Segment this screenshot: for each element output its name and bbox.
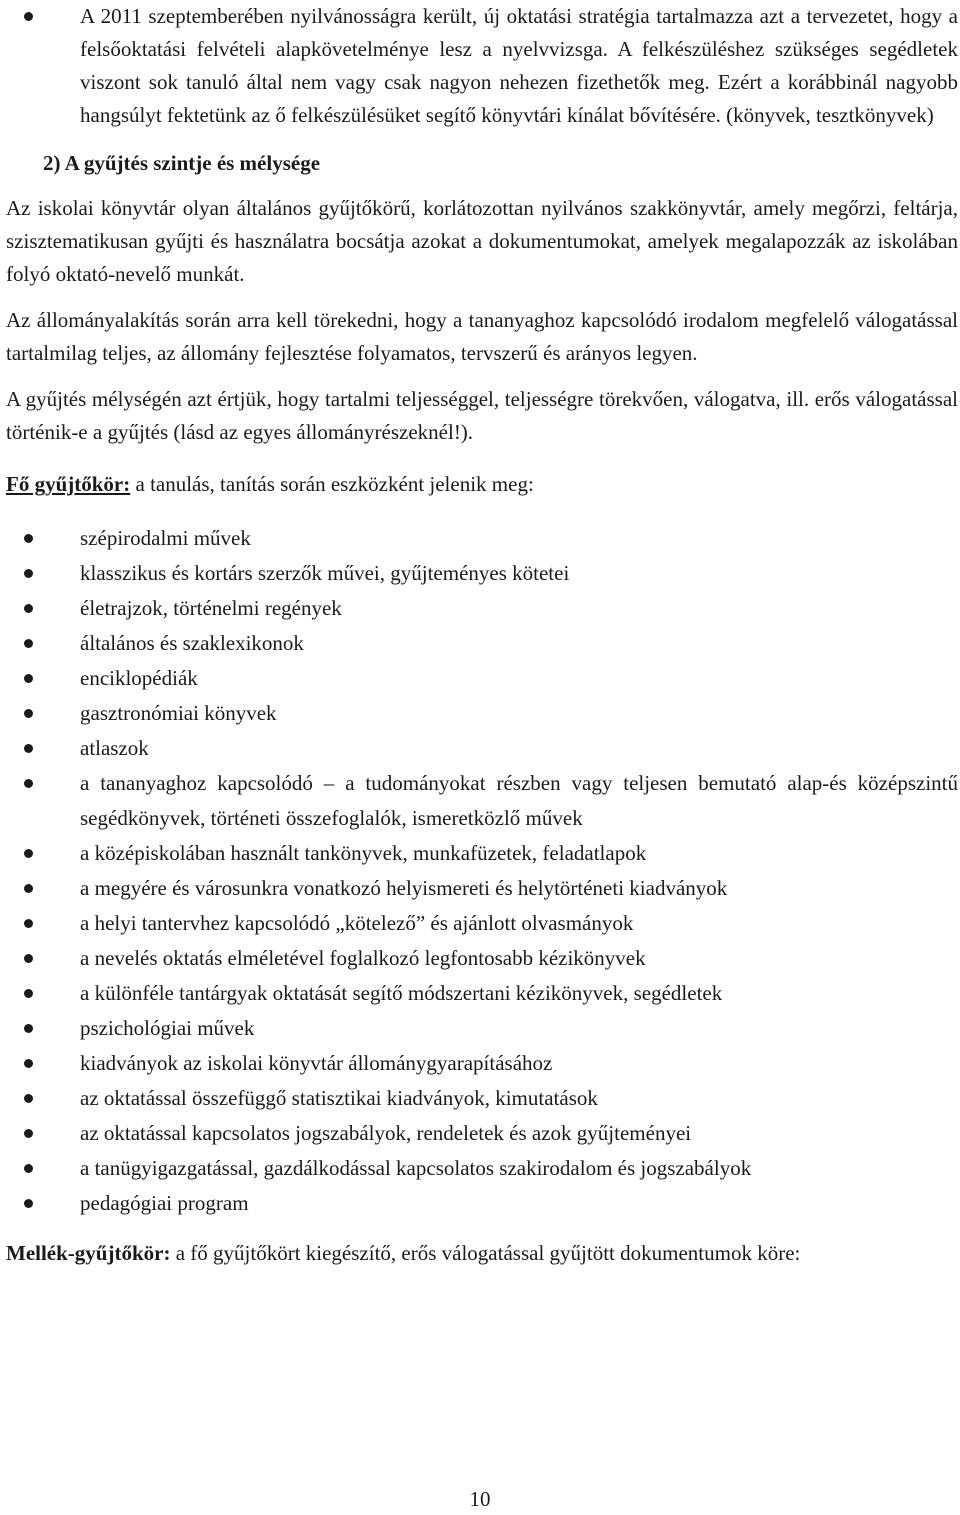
bullet-icon [24,12,33,21]
secondary-collection-text: a fő gyűjtőkört kiegészítő, erős válogatással gyűjtött dokumentumok köre: [170,1241,801,1265]
list-item [6,1116,958,1151]
paragraph-collection-building: Az állományalakítás során arra kell törekedni, hogy a tananyaghoz kapcsolódó irodalom megfelelő válogatással tartalmilag teljes, az állomány fejlesztése folyamatos, tervszerű és arányos legyen. [6,308,958,365]
list-item [6,661,958,696]
bullet-icon [24,1094,33,1103]
bullet-icon [24,639,33,648]
list-item-text: pedagógiai program [80,1191,249,1215]
section-heading: 2) A gyűjtés szintje és mélysége [43,151,321,175]
list-item-text: atlaszok [80,736,149,760]
list-item-text: a különféle tantárgyak oktatását segítő módszertani kézikönyvek, segédletek [80,981,723,1005]
bullet-icon [24,919,33,928]
main-collection-label: Fő gyűjtőkör: [6,472,131,496]
list-item [6,696,958,731]
list-item [6,731,958,766]
bullet-icon [24,1164,33,1173]
main-collection-intro [6,468,958,501]
page-number: 10 [469,1487,491,1511]
list-item [6,766,958,836]
list-item [6,1081,958,1116]
list-item [6,976,958,1011]
list-item-text: a tanügyigazgatással, gazdálkodással kapcsolatos szakirodalom és jogszabályok [80,1156,752,1180]
bullet-icon [24,709,33,718]
list-item-text: a tananyaghoz kapcsolódó – a tudományokat részben vagy teljesen bemutató alap-és középszintű segédkönyvek, történeti összefoglalók, ismeretközlő művek [80,771,958,830]
list-item [6,1046,958,1081]
intro-bullet-text: A 2011 szeptemberében nyilvánosságra került, új oktatási stratégia tartalmazza azt a tervezetet, hogy a felsőoktatási felvételi alapkövetelménye lesz a nyelvvizsga. A felkészüléshez szükséges segédletek viszont sok tanuló által nem vagy csak nagyon nehezen fizethetők meg. Ezért a korábbinál nagyobb hangsúlyt fektetünk az ő felkészülésüket segítő könyvtári kínálat bővítésére. (könyvek, tesztkönyvek) [80,4,958,127]
list-item [6,1011,958,1046]
bullet-icon [24,779,33,788]
bullet-icon [24,534,33,543]
list-item [6,556,958,591]
bullet-icon [24,1024,33,1033]
list-item-text: pszichológiai művek [80,1016,255,1040]
list-item [6,871,958,906]
bullet-icon [24,674,33,683]
list-item-text: az oktatással összefüggő statisztikai kiadványok, kimutatások [80,1086,598,1110]
list-item-text: szépirodalmi művek [80,526,251,550]
bullet-icon [24,884,33,893]
list-item-text: a középiskolában használt tankönyvek, munkafüzetek, feladatlapok [80,841,647,865]
main-collection-list [6,521,958,1221]
list-item-text: a megyére és városunkra vonatkozó helyismereti és helytörténeti kiadványok [80,876,728,900]
intro-bullet-item [6,0,958,132]
bullet-icon [24,1059,33,1068]
secondary-collection-intro [6,1237,958,1270]
bullet-icon [24,1199,33,1208]
list-item [6,906,958,941]
bullet-icon [24,849,33,858]
paragraph-collection-depth: A gyűjtés mélységén azt értjük, hogy tartalmi teljességgel, teljességre törekvően, válogatva, ill. erős válogatással történik-e a gyűjtés (lásd az egyes állományrészeknél!). [6,387,958,444]
paragraph-library-definition: Az iskolai könyvtár olyan általános gyűjtőkörű, korlátozottan nyilvános szakkönyvtár, amely megőrzi, feltárja, szisztematikusan gyűjti és használatra bocsátja azokat a dokumentumokat, amelyek megalapozzák az iskolában folyó oktató-nevelő munkát. [6,196,958,286]
list-item-text: a nevelés oktatás elméletével foglalkozó legfontosabb kézikönyvek [80,946,646,970]
list-item-text: enciklopédiák [80,666,198,690]
bullet-icon [24,604,33,613]
list-item-text: a helyi tantervhez kapcsolódó „kötelező” és ajánlott olvasmányok [80,911,634,935]
list-item-text: klasszikus és kortárs szerzők művei, gyűjteményes kötetei [80,561,570,585]
list-item [6,836,958,871]
bullet-icon [24,954,33,963]
list-item [6,1186,958,1221]
list-item [6,591,958,626]
main-collection-text: a tanulás, tanítás során eszközként jelenik meg: [130,472,534,496]
bullet-icon [24,1129,33,1138]
bullet-icon [24,744,33,753]
bullet-icon [24,989,33,998]
list-item-text: általános és szaklexikonok [80,631,304,655]
list-item [6,941,958,976]
list-item-text: az oktatással kapcsolatos jogszabályok, rendeletek és azok gyűjteményei [80,1121,692,1145]
list-item-text: életrajzok, történelmi regények [80,596,342,620]
list-item-text: gasztronómiai könyvek [80,701,277,725]
secondary-collection-label: Mellék-gyűjtőkör: [6,1241,171,1265]
bullet-icon [24,569,33,578]
list-item [6,626,958,661]
list-item-text: kiadványok az iskolai könyvtár állománygyarapításához [80,1051,553,1075]
list-item [6,1151,958,1186]
list-item [6,521,958,556]
page-content [6,0,958,1270]
